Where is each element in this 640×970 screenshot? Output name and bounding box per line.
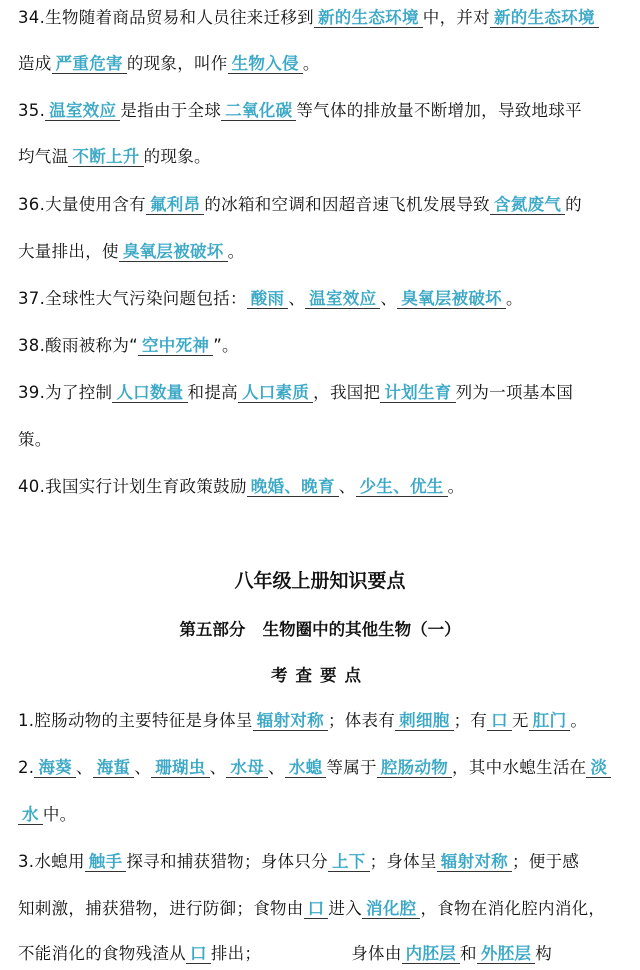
p3-text: ；便于感	[511, 852, 580, 871]
q36-text: 的冰箱和空调和因超音速飞机发展导致	[204, 195, 490, 214]
p3-line-3	[18, 942, 630, 966]
answer-blank: 水螅	[285, 758, 327, 778]
p3-text: 进入	[328, 899, 363, 918]
answer-blank: 口	[304, 899, 329, 919]
p3-text: 不能消化的食物残渣从	[18, 944, 186, 963]
q40-text: 、	[338, 477, 356, 496]
answer-blank: 空中死神	[138, 336, 213, 356]
p1-text: ；体表有	[327, 711, 396, 730]
p3-line-1	[18, 850, 630, 874]
answer-blank: 含氮废气	[490, 195, 565, 215]
p2-text: 2.	[18, 758, 35, 777]
p3-text: 探寻和捕获猎物；身体只分	[126, 852, 328, 871]
answer-blank: 不断上升	[68, 147, 143, 167]
p2-text: ，其中水螅生活在	[452, 758, 587, 777]
answer-blank: 上下	[328, 852, 370, 872]
answer-blank: 内胚层	[402, 944, 460, 964]
q39-text: 策。	[18, 430, 52, 449]
p2-text: 中。	[42, 805, 77, 824]
q36-line-2	[18, 240, 630, 264]
p3-text: 构	[535, 944, 553, 963]
p3-text: 3.水螅用	[18, 852, 85, 871]
p1-text: ；有	[453, 711, 488, 730]
q37-text: 、	[288, 289, 306, 308]
q38-line	[18, 334, 630, 358]
p1-line	[18, 709, 630, 733]
q34-text: 的现象，叫作	[126, 54, 228, 73]
answer-blank: 生物入侵	[228, 54, 303, 74]
q39-text: 列为一项基本国	[455, 383, 574, 402]
answer-blank: 新的生态环境	[314, 8, 423, 28]
answer-blank: 氟利昂	[146, 195, 204, 215]
answer-blank: 少生、优生	[356, 477, 448, 497]
p2-line-1	[18, 756, 630, 780]
answer-blank: 外胚层	[477, 944, 535, 964]
answer-blank: 臭氧层被破坏	[397, 289, 506, 309]
p3-text: ，食物在消化腔内消化，	[420, 899, 606, 918]
p2-text: 等属于	[326, 758, 377, 777]
answer-blank: 晚婚、晚育	[247, 477, 339, 497]
answer-blank: 人口数量	[112, 383, 187, 403]
answer-blank: 人口素质	[238, 383, 313, 403]
q34-text: 造成	[18, 54, 52, 73]
q34-text: 34.生物随着商品贸易和人员往来迁移到	[18, 8, 314, 27]
answer-blank: 严重危害	[52, 54, 127, 74]
q37-text: 。	[506, 289, 523, 308]
answer-blank: 触手	[85, 852, 127, 872]
answer-blank: 肛门	[529, 711, 571, 731]
q34-line-2	[18, 52, 630, 76]
q40-text: 40.我国实行计划生育政策鼓励	[18, 477, 247, 496]
p2-line-2	[18, 803, 630, 827]
answer-blank: 二氧化碳	[221, 101, 296, 121]
answer-blank: 辐射对称	[437, 852, 512, 872]
p2-text: 、	[134, 758, 152, 777]
q36-line-1	[18, 193, 630, 217]
answer-blank: 温室效应	[305, 289, 380, 309]
q39-line-1	[18, 381, 630, 405]
section-heading: 考查要点	[271, 666, 369, 685]
q35-text: 等气体的排放量不断增加，导致地球平	[296, 101, 582, 120]
p2-text: 、	[209, 758, 227, 777]
answer-blank: 计划生育	[380, 383, 455, 403]
q39-text: 39.为了控制	[18, 383, 113, 402]
section-subtitle: 第五部分 生物圈中的其他生物（一）	[179, 620, 461, 639]
answer-blank: 口	[487, 711, 512, 731]
p2-text: 、	[75, 758, 93, 777]
answer-blank: 温室效应	[45, 101, 120, 121]
q35-text: 是指由于全球	[120, 101, 222, 120]
q37-text: 、	[380, 289, 398, 308]
answer-blank: 海蜇	[93, 758, 135, 778]
p1-text: 。	[570, 711, 588, 730]
q35-line-1	[18, 99, 630, 123]
answer-blank: 消化腔	[362, 899, 420, 919]
answer-blank: 口	[186, 944, 211, 964]
q36-text: 大量排出，使	[18, 242, 119, 261]
p3-text: 知刺激，捕获猎物，进行防御；食物由	[18, 899, 304, 918]
answer-blank: 腔肠动物	[377, 758, 452, 778]
q35-line-2	[18, 145, 630, 169]
answer-blank: 淡	[586, 758, 611, 778]
q37-text: 37.全球性大气污染问题包括：	[18, 289, 247, 308]
q34-line-1	[18, 6, 630, 30]
answer-blank: 新的生态环境	[490, 8, 599, 28]
answer-blank: 海葵	[34, 758, 76, 778]
p1-text: 无	[511, 711, 529, 730]
q39-line-2	[18, 428, 630, 452]
q38-text: 38.酸雨被称为“	[18, 336, 138, 355]
q40-line	[18, 475, 630, 499]
answer-blank: 辐射对称	[253, 711, 328, 731]
section-title: 八年级上册知识要点	[234, 570, 406, 592]
p3-text: ；身体呈	[369, 852, 437, 871]
q34-text: 中，并对	[422, 8, 490, 27]
p2-text: 、	[268, 758, 285, 777]
answer-blank: 水	[18, 805, 43, 825]
q39-text: 和提高	[187, 383, 238, 402]
q38-text: ”。	[213, 336, 239, 355]
answer-blank: 水母	[226, 758, 268, 778]
answer-blank: 珊瑚虫	[151, 758, 209, 778]
q35-text: 的现象。	[143, 147, 211, 166]
p3-text: 和	[460, 944, 477, 963]
q35-text: 35.	[18, 101, 46, 120]
q37-line	[18, 287, 630, 311]
answer-blank: 臭氧层被破坏	[119, 242, 228, 262]
q35-text: 均气温	[18, 147, 69, 166]
answer-blank: 酸雨	[247, 289, 289, 309]
p3-text: 排出；	[210, 944, 262, 963]
q36-text: 。	[227, 242, 245, 261]
p1-text: 1.腔肠动物的主要特征是身体呈	[18, 711, 253, 730]
q39-text: ，我国把	[313, 383, 381, 402]
answer-blank: 刺细胞	[395, 711, 453, 731]
q36-text: 36.大量使用含有	[18, 195, 146, 214]
p3-line-2	[18, 897, 630, 921]
q36-text: 的	[565, 195, 582, 214]
p3-text: 身体由	[351, 944, 402, 963]
q40-text: 。	[447, 477, 465, 496]
q34-text: 。	[302, 54, 320, 73]
